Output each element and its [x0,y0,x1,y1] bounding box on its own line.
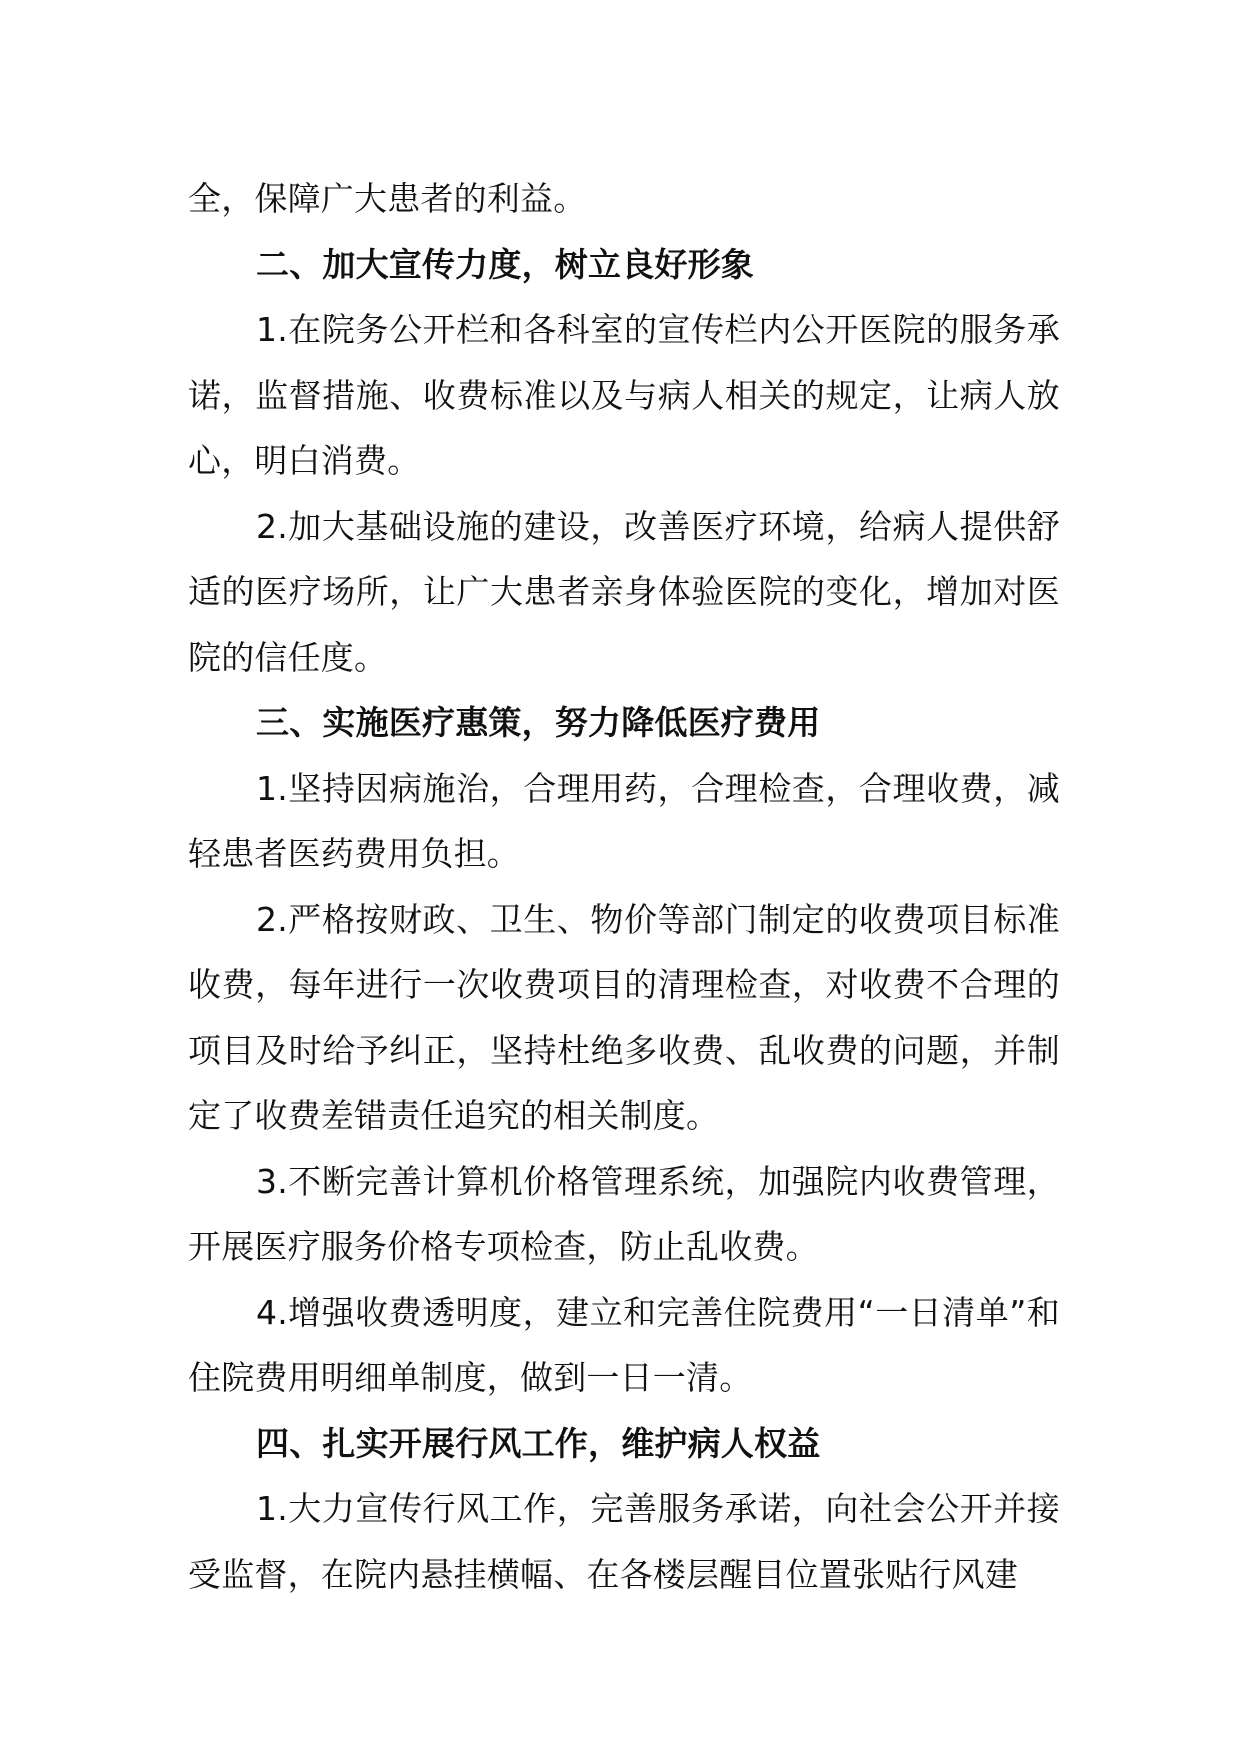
paragraph-4-1: 1.大力宣传行风工作，完善服务承诺，向社会公开并接受监督，在院内悬挂横幅、在各楼层醒目位置张贴行风建 [188,1489,1060,1594]
paragraph-3-3: 3.不断完善计算机价格管理系统，加强院内收费管理，开展医疗服务价格专项检查，防止乱收费。 [188,1161,1060,1266]
section-heading-2: 二、加大宣传力度，树立良好形象 [256,244,754,284]
paragraph-continuation: 全，保障广大患者的利益。 [188,179,587,218]
paragraph-3-2: 2.严格按财政、卫生、物价等部门制定的收费项目标准收费，每年进行一次收费项目的清理检查，对收费不合理的项目及时给予纠正，坚持杜绝多收费、乱收费的问题，并制定了收费差错责任追究的相关制度。 [188,899,1060,1135]
paragraph-3-1: 1.坚持因病施治，合理用药，合理检查，合理收费，减轻患者医药费用负担。 [188,768,1060,873]
section-heading-3: 三、实施医疗惠策，努力降低医疗费用 [256,703,821,742]
paragraph-2-1: 1.在院务公开栏和各科室的宣传栏内公开医院的服务承诺，监督措施、收费标准以及与病人相关的规定，让病人放心，明白消费。 [188,310,1060,480]
paragraph-3-4: 4.增强收费透明度，建立和完善住院费用“一日清单”和住院费用明细单制度，做到一日一清。 [188,1292,1060,1397]
paragraph-2-2: 2.加大基础设施的建设，改善医疗环境，给病人提供舒适的医疗场所，让广大患者亲身体验医院的变化，增加对医院的信任度。 [188,506,1060,677]
section-heading-4: 四、扎实开展行风工作，维护病人权益 [256,1423,821,1463]
document-body [188,166,1060,1607]
